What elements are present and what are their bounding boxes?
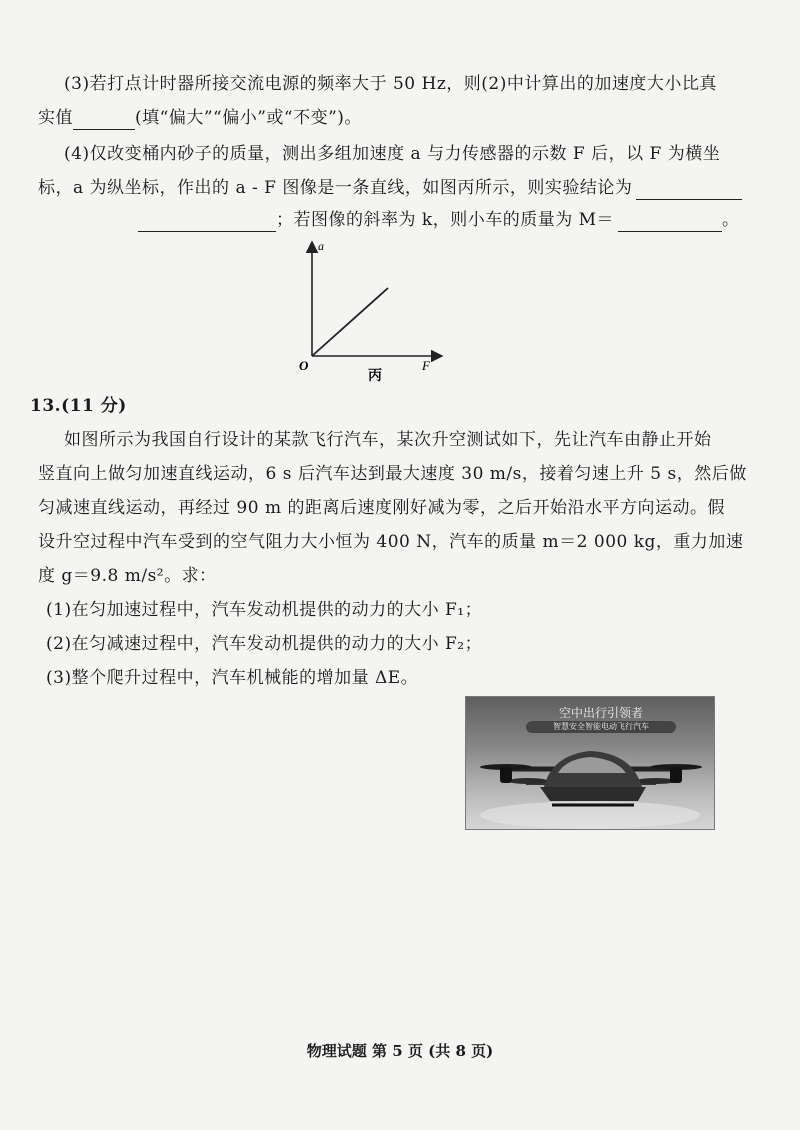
q12-part4-line3-text: ；若图像的斜率为 k，则小车的质量为 M＝ [276, 210, 615, 230]
q13-item-1: (1)在匀加速过程中，汽车发动机提供的动力的大小 F₁； [46, 600, 483, 620]
q12-part4-line2-text: 标，a 为纵坐标，作出的 a - F 图像是一条直线，如图丙所示，则实验结论为 [38, 178, 633, 198]
q12-part3-line2 [38, 106, 362, 130]
photo-banner-subtitle: 智慧安全智能电动飞行汽车 [526, 721, 676, 733]
q12-part4-line3 [138, 208, 740, 232]
flying-car-icon [466, 697, 714, 829]
answer-blank[interactable] [73, 111, 135, 130]
x-axis-label: F [422, 358, 430, 373]
answer-blank[interactable] [138, 213, 276, 232]
q12-part3-line2-end: (填“偏大”“偏小”或“不变”)。 [135, 108, 362, 128]
photo-banner-title: 空中出行引领者 [558, 706, 643, 720]
q13-body-line: 匀减速直线运动，再经过 90 m 的距离后速度刚好减为零，之后开始沿水平方向运动。假 [38, 498, 725, 518]
q13-body-line: 竖直向上做匀加速直线运动，6 s 后汽车达到最大速度 30 m/s，接着匀速上升 5 s，然后做 [38, 464, 747, 484]
q13-item-3: (3)整个爬升过程中，汽车机械能的增加量 ΔE。 [46, 668, 419, 688]
q13-item-2: (2)在匀减速过程中，汽车发动机提供的动力的大小 F₂； [46, 634, 483, 654]
answer-blank[interactable] [618, 213, 722, 232]
page-footer: 物理试题 第 5 页 (共 8 页) [306, 1042, 494, 1060]
q12-part4-line3-end: 。 [722, 210, 740, 230]
q12-part3-line2-start: 实值 [38, 108, 73, 128]
q12-part4-line2 [38, 176, 742, 200]
answer-blank[interactable] [636, 181, 742, 200]
q12-part3-line1: (3)若打点计时器所接交流电源的频率大于 50 Hz，则(2)中计算出的加速度大小比真 [64, 74, 717, 94]
graph-line [312, 288, 388, 356]
graph-caption: 丙 [368, 368, 382, 384]
q13-header: 13.(11 分) [30, 396, 127, 416]
q12-part4-line1: (4)仅改变桶内砂子的质量，测出多组加速度 a 与力传感器的示数 F 后，以 F 为横坐 [64, 144, 721, 164]
q13-body-line: 度 g＝9.8 m/s²。求： [38, 566, 217, 586]
flying-car-photo [465, 696, 715, 830]
a-f-graph [290, 236, 450, 386]
origin-label: O [299, 358, 309, 373]
q13-body-line: 设升空过程中汽车受到的空气阻力大小恒为 400 N，汽车的质量 m＝2 000 kg，重力加速 [38, 532, 744, 552]
q13-body-line: 如图所示为我国自行设计的某款飞行汽车，某次升空测试如下，先让汽车由静止开始 [64, 430, 712, 450]
y-axis-label: a [318, 239, 324, 253]
